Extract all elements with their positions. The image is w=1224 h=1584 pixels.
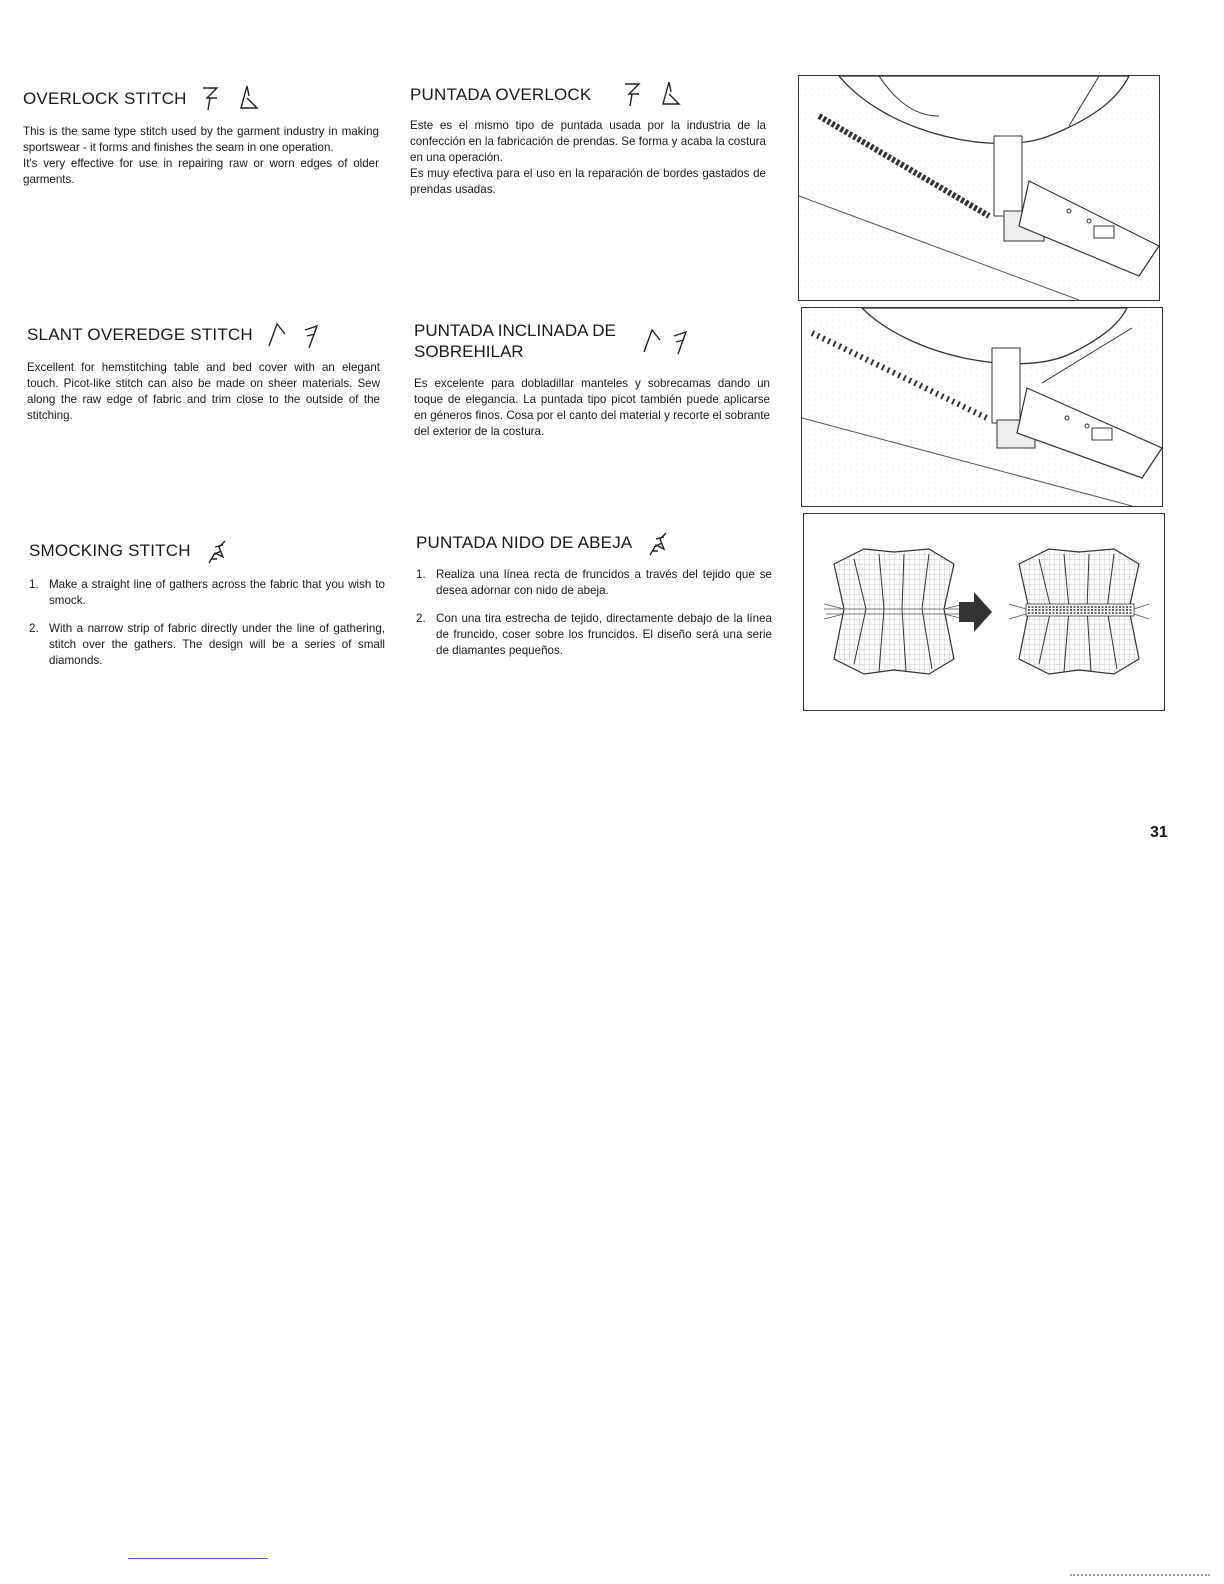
step-text: Make a straight line of gathers across the fabric that you wish to smock. — [49, 578, 385, 607]
smocking-illustration — [804, 514, 1164, 710]
overlock-stitch-icon — [201, 84, 223, 114]
smocking-figure — [803, 513, 1165, 711]
slant-heading-es-line1: PUNTADA INCLINADA DE — [414, 321, 616, 340]
slant-sewing-illustration — [802, 308, 1162, 506]
slant-body-en: Excellent for hemstitching table and bed cover with an elegant touch. Picot-like stitch can also be made on sheer materials. Sew along the raw edge of fabric and trim close to the outside of the stitching. — [27, 361, 380, 422]
overlock-heading-en — [23, 84, 379, 114]
overlock-section-es — [410, 80, 766, 198]
overlock-heading-text: OVERLOCK STITCH — [23, 89, 187, 108]
step-text: With a narrow strip of fabric directly under the line of gathering, stitch over the gathers. The design will be a series of small diamonds. — [49, 622, 385, 667]
step-text: Con una tira estrecha de tejido, directamente debajo de la línea de fruncido, coser sobre los fruncidos. El diseño será una serie de diamantes pequeños. — [436, 612, 772, 657]
smocking-heading-en — [29, 535, 385, 567]
step-text: Realiza una línea recta de fruncidos a través del tejido que se desea adornar con nido de abeja. — [436, 568, 772, 597]
footer-rule — [128, 1558, 268, 1559]
step-number: 2. — [416, 612, 426, 625]
footer-dotted-rule — [1070, 1574, 1210, 1576]
overlock-stitch-alt-icon-es — [659, 80, 681, 110]
overlock-section-en — [23, 84, 379, 188]
page-number: 31 — [1150, 824, 1168, 841]
step-number: 2. — [29, 622, 39, 635]
list-item — [29, 621, 385, 669]
smocking-heading-text: SMOCKING STITCH — [29, 541, 191, 560]
slant-heading-text: SLANT OVEREDGE STITCH — [27, 325, 253, 344]
smocking-steps-es — [416, 567, 772, 659]
list-item — [29, 577, 385, 609]
overlock-stitch-alt-icon — [237, 84, 259, 114]
overlock-heading-es — [410, 80, 766, 110]
overlock-heading-text-es: PUNTADA OVERLOCK — [410, 85, 592, 104]
smocking-stitch-icon-es — [646, 527, 670, 559]
slant-heading-es — [414, 320, 770, 362]
smocking-heading-es — [416, 527, 772, 559]
smocking-steps-en — [29, 577, 385, 669]
list-item — [416, 567, 772, 599]
slant-figure — [801, 307, 1163, 507]
slant-stitch-alt-icon-es — [672, 326, 694, 356]
list-item — [416, 611, 772, 659]
smocking-heading-text-es: PUNTADA NIDO DE ABEJA — [416, 533, 633, 552]
overlock-body-en: This is the same type stitch used by the garment industry in making sportswear - it forms and finishes the seam in one operation. It's very effective for use in repairing raw or worn edges of older garments. — [23, 125, 379, 186]
slant-stitch-icon-es — [642, 326, 664, 356]
smocking-section-es — [416, 527, 772, 659]
slant-stitch-icon — [267, 320, 289, 350]
smocking-section-en — [29, 535, 385, 669]
slant-section-es — [414, 320, 770, 440]
slant-heading-en — [27, 320, 380, 350]
overlock-figure — [798, 75, 1160, 301]
slant-section-en — [27, 320, 380, 424]
overlock-body-es: Este es el mismo tipo de puntada usada por la industria de la confección en la fabricación de prendas. Se forma y acaba la costura en una operación. Es muy efectiva para el uso en la reparación de bordes gastados de prendas usadas. — [410, 119, 766, 196]
slant-heading-es-line2: SOBREHILAR — [414, 342, 524, 361]
overlock-sewing-illustration — [799, 76, 1159, 300]
step-number: 1. — [416, 568, 426, 581]
step-number: 1. — [29, 578, 39, 591]
overlock-stitch-icon-es — [623, 80, 645, 110]
smocking-stitch-icon — [205, 535, 229, 567]
slant-body-es: Es excelente para dobladillar manteles y sobrecamas dando un toque de elegancia. La puntada tipo picot también puede aplicarse en géneros finos. Cosa por el canto del material y recorte el sobrante del exterior de la costura. — [414, 377, 770, 438]
slant-stitch-alt-icon — [303, 320, 325, 350]
